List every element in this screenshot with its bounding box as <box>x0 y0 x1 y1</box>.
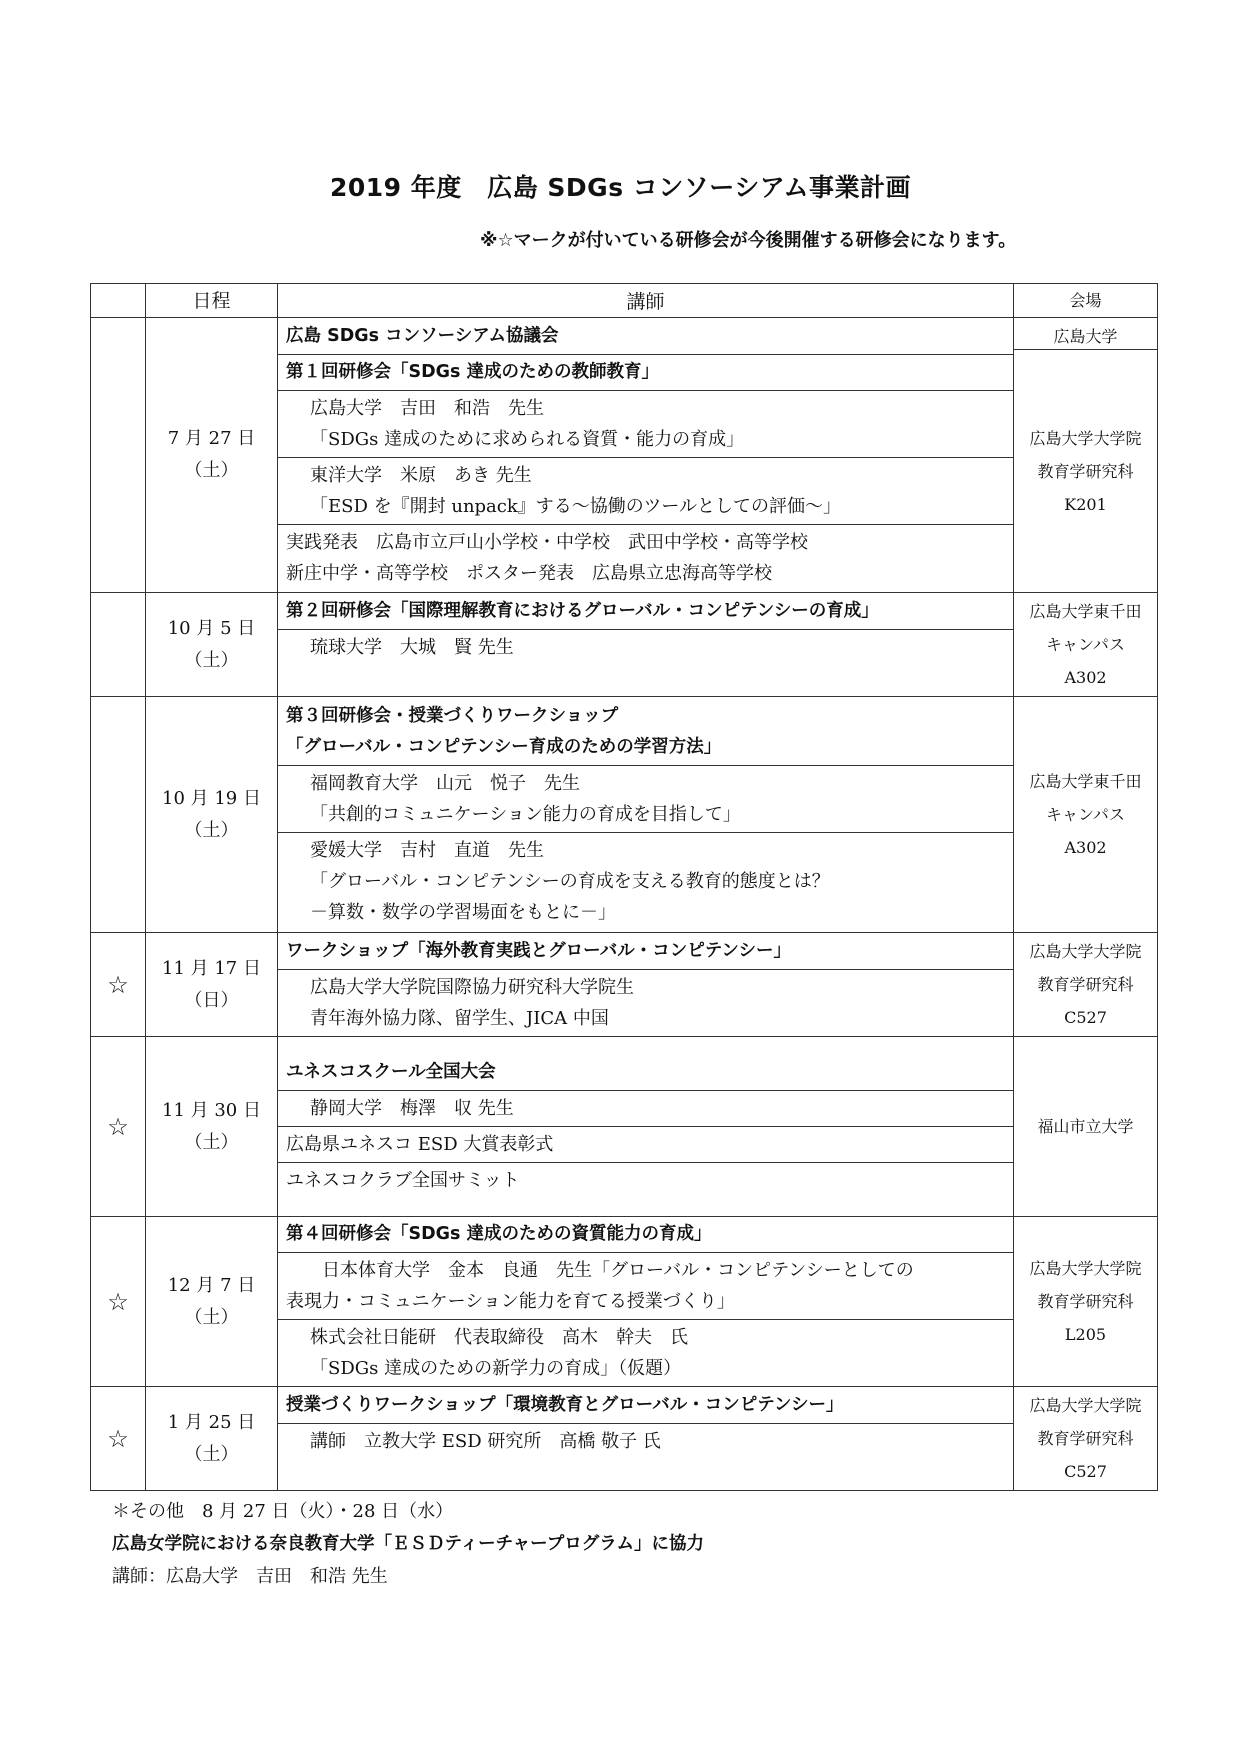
date-text: 11 月 17 日 <box>162 957 261 979</box>
text-line: ユネスコスクール全国大会 <box>286 1062 496 1082</box>
weekday-text: （土） <box>184 819 239 841</box>
date-cell <box>146 697 278 933</box>
venue-cell <box>1014 1217 1158 1387</box>
header-venue: 会場 <box>1014 284 1158 318</box>
session-detail <box>278 833 1013 930</box>
text-line: 「ESD を『開封 unpack』する～協働のツールとしての評価～」 <box>310 496 842 517</box>
weekday-text: （土） <box>184 1306 239 1328</box>
text-line: 授業づくりワークショップ「環境教育とグローバル・コンピテンシー」 <box>286 1394 844 1415</box>
date-text: 7 月 27 日 <box>167 428 256 449</box>
date-text: 11 月 30 日 <box>162 1099 261 1121</box>
note-text: ※☆マークが付いている研修会が今後開催する研修会になります。 <box>480 230 1017 251</box>
venue-cell <box>1014 593 1158 697</box>
text-line <box>310 663 1005 694</box>
session-detail <box>278 970 1013 1036</box>
date-cell <box>146 1387 278 1491</box>
session-detail <box>278 458 1013 525</box>
text-line: 広島大学大学院国際協力研究科大学院生 <box>310 976 634 998</box>
session-title <box>278 934 1013 970</box>
lecturer-cell <box>278 1387 1014 1491</box>
star-mark: ☆ <box>91 1387 146 1491</box>
session-title <box>278 699 1013 766</box>
session-detail <box>278 1253 1013 1320</box>
session-title <box>278 1388 1013 1424</box>
text-line: 第２回研修会「国際理解教育におけるグローバル・コンピテンシーの育成」 <box>286 600 879 621</box>
schedule-row <box>91 593 1158 697</box>
schedule-row <box>91 933 1158 1037</box>
lecturer-cell <box>278 318 1014 593</box>
schedule-table <box>90 283 1158 1491</box>
venue-text: 広島大学東千田キャンパス A302 <box>1029 772 1142 857</box>
text-line: 「グローバル・コンピテンシー育成のための学習方法」 <box>286 737 722 757</box>
venue-text: 広島大学大学院教育学研究科 C527 <box>1029 942 1142 1027</box>
text-line: 琉球大学 大城 賢 先生 <box>310 636 514 658</box>
weekday-text: （土） <box>184 1443 239 1465</box>
text-line: 表現力・コミュニケーション能力を育てる授業づくり」 <box>286 1291 735 1312</box>
text-line: 広島 SDGs コンソーシアム協議会 <box>286 326 559 346</box>
venue-cell <box>1014 1037 1158 1217</box>
lecturer-cell <box>278 593 1014 697</box>
weekday-text: （土） <box>184 649 239 671</box>
text-line: ユネスコクラブ全国サミット <box>286 1170 520 1191</box>
venue-text: 広島大学 <box>1014 318 1157 350</box>
date-text: 10 月 5 日 <box>167 617 256 639</box>
date-cell <box>146 593 278 697</box>
date-cell <box>146 1217 278 1387</box>
text-line: －算数・数学の学習場面をもとに－」 <box>310 902 616 923</box>
text-line: 青年海外協力隊、留学生、JICA 中国 <box>310 1007 609 1029</box>
text-line: 広島県ユネスコ ESD 大賞表彰式 <box>286 1134 554 1155</box>
venue-cell <box>1014 318 1158 593</box>
text-line: 「共創的コミュニケーション能力の育成を目指して」 <box>310 804 741 825</box>
date-cell <box>146 318 278 593</box>
footer-line-3: 講師：広島大学 吉田 和浩 先生 <box>112 1566 388 1587</box>
header-lecturer: 講師 <box>278 284 1014 318</box>
schedule-row <box>91 697 1158 933</box>
schedule-row <box>91 1217 1158 1387</box>
schedule-row <box>91 1037 1158 1217</box>
text-line: 広島大学 吉田 和浩 先生 <box>310 398 544 419</box>
text-line: 新庄中学・高等学校 ポスター発表 広島県立忠海高等学校 <box>286 563 772 584</box>
lecturer-cell <box>278 933 1014 1037</box>
text-line: ワークショップ「海外教育実践とグローバル・コンピテンシー」 <box>286 940 791 961</box>
text-line: 東洋大学 米原 あき 先生 <box>310 465 532 486</box>
venue-text: 広島大学大学院教育学研究科 K201 <box>1029 428 1142 514</box>
date-text: 12 月 7 日 <box>167 1274 256 1296</box>
text-line: 日本体育大学 金本 良通 先生「グローバル・コンピテンシーとしての <box>286 1260 914 1281</box>
text-line: 株式会社日能研 代表取締役 高木 幹夫 氏 <box>310 1327 688 1348</box>
session-detail <box>278 1091 1013 1127</box>
text-line: 第４回研修会「SDGs 達成のための資質能力の育成」 <box>286 1224 712 1244</box>
session-title <box>278 319 1013 355</box>
venue-cell <box>1014 933 1158 1037</box>
weekday-text: （日） <box>184 989 239 1011</box>
venue-text: 福山市立大学 <box>1037 1117 1134 1136</box>
date-cell <box>146 1037 278 1217</box>
venue-text: 広島大学大学院教育学研究科 L205 <box>1029 1259 1142 1344</box>
text-line: 「SDGs 達成のために求められる資質・能力の育成」 <box>310 429 745 450</box>
session-detail <box>278 391 1013 458</box>
star-mark <box>91 318 146 593</box>
session-detail <box>278 1127 1013 1163</box>
venue-text: 広島大学東千田キャンパス A302 <box>1029 602 1142 687</box>
venue-text: 広島大学大学院教育学研究科 C527 <box>1029 1396 1142 1481</box>
page-title: 2019 年度 広島 SDGs コンソーシアム事業計画 <box>329 173 912 202</box>
session-detail <box>278 1424 1013 1490</box>
star-mark <box>91 697 146 933</box>
text-line: 実践発表 広島市立戸山小学校・中学校 武田中学校・高等学校 <box>286 532 808 553</box>
session-title <box>278 355 1013 391</box>
session-detail <box>278 1320 1013 1386</box>
text-line: 「SDGs 達成のための新学力の育成」（仮題） <box>310 1358 682 1379</box>
session-title <box>278 1217 1013 1253</box>
text-line: 愛媛大学 吉村 直道 先生 <box>310 840 544 861</box>
lecturer-cell <box>278 1217 1014 1387</box>
session-detail <box>278 766 1013 833</box>
star-mark: ☆ <box>91 933 146 1037</box>
date-text: 10 月 19 日 <box>162 787 261 809</box>
venue-cell <box>1014 1387 1158 1491</box>
text-line: 第１回研修会「SDGs 達成のための教師教育」 <box>286 362 660 382</box>
date-text: 1 月 25 日 <box>167 1411 256 1433</box>
text-line <box>310 1457 1005 1488</box>
text-line: 静岡大学 梅澤 収 先生 <box>310 1098 514 1119</box>
session-detail <box>278 630 1013 696</box>
text-line: 講師 立教大学 ESD 研究所 高橋 敬子 氏 <box>310 1430 661 1452</box>
header-star <box>91 284 146 318</box>
footer-line-2: 広島女学院における奈良教育大学「ＥＳＤティーチャープログラム」に協力 <box>112 1534 705 1554</box>
schedule-row <box>91 318 1158 593</box>
session-detail <box>278 525 1013 591</box>
venue-cell <box>1014 697 1158 933</box>
lecturer-cell <box>278 1037 1014 1217</box>
date-cell <box>146 933 278 1037</box>
session-title <box>278 1055 1013 1091</box>
header-date: 日程 <box>146 284 278 318</box>
session-title <box>278 594 1013 630</box>
star-mark: ☆ <box>91 1037 146 1217</box>
text-line: 第３回研修会・授業づくりワークショップ <box>286 706 619 726</box>
text-line: 「グローバル・コンピテンシーの育成を支える教育的態度とは？ <box>310 871 830 892</box>
star-mark: ☆ <box>91 1217 146 1387</box>
weekday-text: （土） <box>184 460 239 481</box>
star-mark <box>91 593 146 697</box>
text-line: 福岡教育大学 山元 悦子 先生 <box>310 773 580 794</box>
schedule-row <box>91 1387 1158 1491</box>
weekday-text: （土） <box>184 1131 239 1153</box>
schedule-body <box>91 318 1158 1491</box>
session-detail <box>278 1163 1013 1198</box>
lecturer-cell <box>278 697 1014 933</box>
footer-line-1: ＊その他 8 月 27 日（火）・28 日（水） <box>112 1501 454 1522</box>
